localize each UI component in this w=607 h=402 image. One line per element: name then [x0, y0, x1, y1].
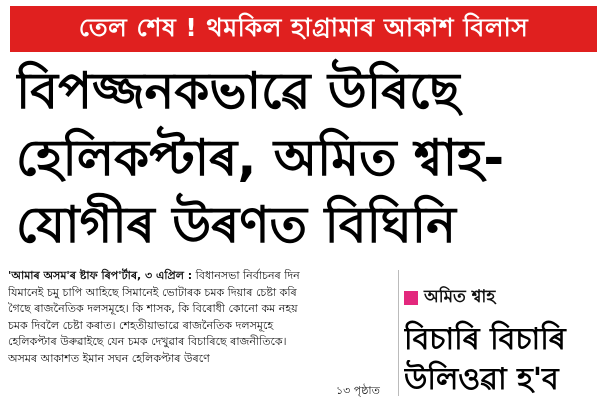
article-line-5: হেলিকপ্টাৰ উৰুৱাইছে যেন চমক দেখুৱাৰ বিচাৰিছে ৰাজনীতিকে।	[8, 335, 287, 349]
article-line-6: অসমৰ আকাশত ইমান সঘন হেলিকপ্টাৰ উৰণে	[8, 351, 210, 365]
kicker-text: তেল শেষ ! থমকিল হাগ্ৰামাৰ আকাশ বিলাস	[78, 12, 529, 42]
sidebar-title-line-2: উলিওৱা হ'ব	[404, 362, 559, 397]
page-reference[interactable]: ১৩ পৃষ্ঠাত	[336, 384, 380, 397]
article-line-1	[8, 268, 396, 285]
sidebar-label	[404, 284, 600, 312]
sidebar-story	[404, 284, 600, 400]
sidebar-title	[404, 320, 600, 400]
column-divider	[398, 270, 399, 396]
article-line-1-text: বিধানসভা নিৰ্বাচনৰ দিন	[192, 269, 300, 282]
headline-line-2: হেলিকপ্টাৰ, অমিত শ্বাহ-	[16, 129, 505, 187]
headline-line-3: যোগীৰ উৰণত বিঘিনি	[16, 196, 456, 254]
article-line-2: যিমানেই চমু চাপি আহিছে সিমানেই ভোটাৰক চমক দিয়াৰ চেষ্টা কৰি	[8, 285, 297, 299]
article-line-3: গৈছে ৰাজনৈতিক দলসমূহে। কি শাসক, কি বিৰোধী কোনো কম নহয়	[8, 302, 298, 316]
headline-line-1: বিপজ্জনকভাৱে উৰিছে	[16, 62, 460, 120]
headline	[16, 58, 596, 259]
article-body	[8, 268, 396, 368]
sidebar-label-text: অমিত শ্বাহ	[424, 287, 496, 307]
article-line-4: চমক দিবলৈ চেষ্টা কৰাত। শেহতীয়াভাৱে ৰাজনৈতিক দলসমূহে	[8, 318, 274, 332]
article-byline: 'আমাৰ অসম'ৰ ষ্টাফ ৰিপ'ৰ্টাৰ, ৩ এপ্ৰিল :	[8, 269, 193, 282]
square-bullet-icon	[404, 291, 418, 305]
sidebar-title-line-1: বিচাৰি বিচাৰি	[404, 322, 566, 357]
kicker-banner	[10, 6, 597, 52]
